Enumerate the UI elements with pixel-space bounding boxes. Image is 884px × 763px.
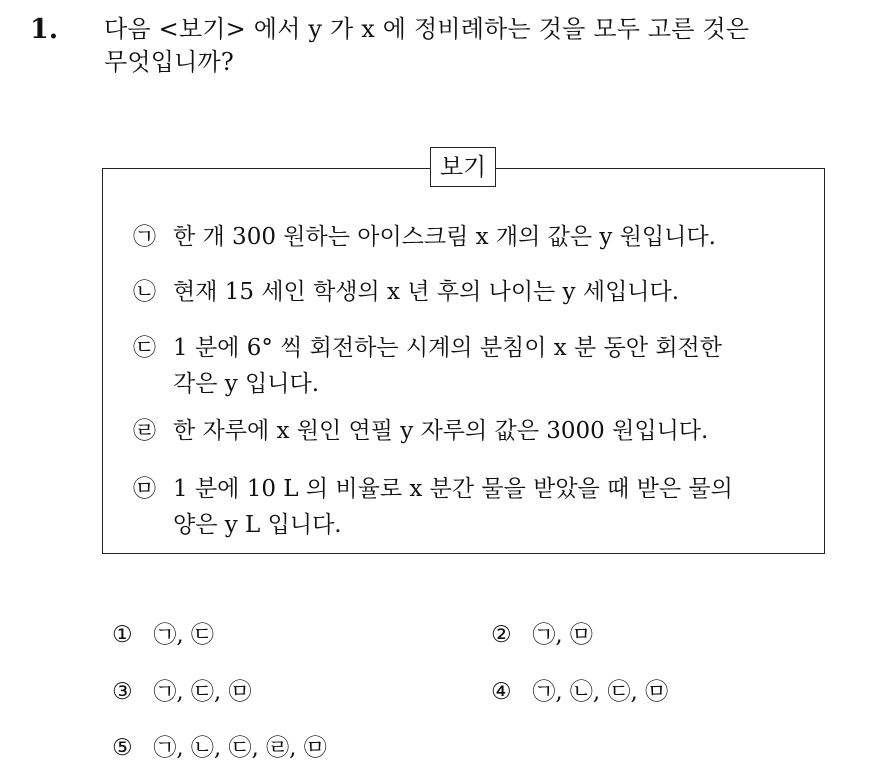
item-marker: ㉢ — [133, 335, 156, 361]
example-item-3 — [133, 330, 813, 402]
choice-2[interactable] — [491, 620, 593, 650]
example-box-title: 보기 — [430, 147, 496, 187]
choice-number: ③ — [112, 679, 133, 705]
example-item-5 — [133, 471, 813, 543]
choice-1[interactable] — [112, 620, 214, 650]
item-text: 양은 y L 입니다. — [173, 512, 342, 538]
item-text: 1 분에 6° 씩 회전하는 시계의 분침이 x 분 동안 회전한 — [173, 335, 722, 361]
choice-number: ① — [112, 622, 133, 648]
question-number: 1. — [30, 14, 59, 45]
question-text — [104, 13, 864, 79]
choice-text: ㉠, ㉡, ㉢, ㉣, ㉤ — [153, 735, 327, 761]
item-marker: ㉡ — [133, 279, 156, 305]
choice-text: ㉠, ㉢ — [153, 622, 214, 648]
question-line-1: 다음 <보기> 에서 y 가 x 에 정비례하는 것을 모두 고른 것은 — [104, 15, 750, 43]
item-text: 한 자루에 x 원인 연필 y 자루의 값은 3000 원입니다. — [173, 418, 709, 444]
choice-number: ② — [491, 622, 512, 648]
question-line-2: 무엇입니까? — [104, 48, 234, 76]
item-marker: ㉤ — [133, 476, 156, 502]
choice-3[interactable] — [112, 677, 252, 707]
choice-number: ④ — [491, 679, 512, 705]
item-text: 한 개 300 원하는 아이스크림 x 개의 값은 y 원입니다. — [173, 224, 716, 250]
item-text: 1 분에 10 L 의 비율로 x 분간 물을 받았을 때 받은 물의 — [173, 476, 733, 502]
example-item-2 — [133, 274, 813, 310]
choice-text: ㉠, ㉢, ㉤ — [153, 679, 252, 705]
example-item-1 — [133, 219, 813, 255]
choice-number: ⑤ — [112, 735, 133, 761]
example-item-4 — [133, 413, 813, 449]
item-marker: ㉠ — [133, 224, 156, 250]
item-text: 현재 15 세인 학생의 x 년 후의 나이는 y 세입니다. — [173, 279, 680, 305]
choice-text: ㉠, ㉤ — [532, 622, 593, 648]
item-text: 각은 y 입니다. — [173, 371, 320, 397]
item-marker: ㉣ — [133, 418, 156, 444]
choice-4[interactable] — [491, 677, 668, 707]
example-box — [102, 153, 825, 554]
choice-5[interactable] — [112, 733, 327, 763]
choice-text: ㉠, ㉡, ㉢, ㉤ — [532, 679, 669, 705]
